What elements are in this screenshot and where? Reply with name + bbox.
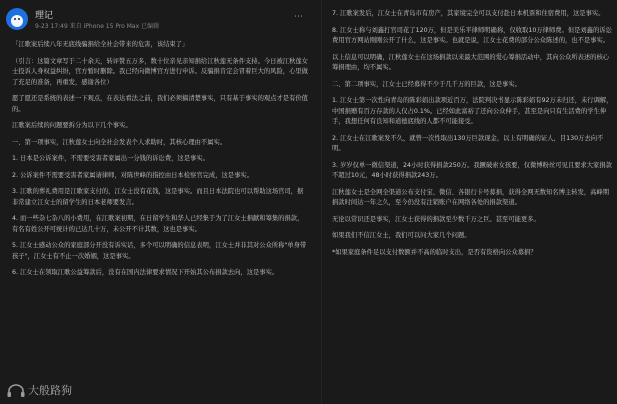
watermark — [6, 382, 116, 400]
post-paragraph: 愿了愿还是系统的表述一下观点，在表达看法之前，我们必须搞清楚事实，只有基于事实的观点才是有价值的。 — [12, 95, 308, 113]
post-paragraph: 2. 公诉案件不需要受害者家属请律师，对陈世峰的指控由日本检察官完成，这是事实。 — [12, 171, 253, 179]
watermark-text: 大般路狗 — [28, 384, 72, 397]
post-paragraph: 7. 江歌案发后，江女士在青岛市有房产，其家境完全可以支付赴日本机票和住宿费用，这是事实。 — [332, 10, 605, 17]
post-paragraph: 2. 江女士在江歌案发不久，就曾一次性取出130万巨款现金，以上有明确的证人，目130万去向不明。 — [332, 134, 604, 152]
post-paragraph: 「江歌案后续八年无底线骗捐给全社会带来的危害，该结束了」 — [12, 41, 189, 48]
post-paragraph: 5. 江女士感动公众的家庭部分开没有诉实话，多个可以明确的信息表明，江女士并非其对公众所称"单身带孩子"，江女士有不止一次婚姻，这是事实。 — [12, 242, 307, 260]
post-paragraph: *如果家庭条件足以支付数额并不高的临时支出，是否有资格向公众募捐？ — [332, 248, 537, 256]
author-name[interactable]: 理记 — [35, 11, 54, 21]
post-body-right — [332, 9, 613, 264]
post-right-column — [326, 0, 617, 404]
headphone-icon — [6, 384, 28, 398]
post-paragraph: （引言：这篇文章写于二十余天，转评赞五万多，数十位亲见亲知捐给江秋莲无条件支持。今日被江秋莲女士投诉人身权益纠纷，官方暂时删除。我已经向微博官方进行申诉。反骗捐肯定会冒着巨大的风险，心里做了充足的准备，再重发，感谢各位） — [12, 57, 308, 86]
post-paragraph: 8. 江女士称与刘鑫打官司花了120万，但是美乐平律师明确称，仅收取10万律师费。但是刘鑫的诉讼费用官方网站刚刚公开了什么，这是事实。也就是说，江女士花费的部分公众陈述的，也不是事实。 — [332, 26, 612, 44]
column-divider — [321, 0, 322, 404]
post-paragraph: 3. 江歌的葬礼费用是江歌家支付的，江女士没有花钱，这是事实。而且日本法院也可以帮助这场官司，据非常建立江女士的留学生的日本老师要发言。 — [12, 188, 304, 206]
more-options-icon[interactable]: ⋯ — [294, 12, 304, 22]
post-paragraph: 一、第一项事实，江秋莲女士向全社会发表个人求助时，其核心理由不属实。 — [12, 138, 227, 146]
post-paragraph: 二、第二项事实，江女士已经募得不少于几千万的巨款，这是事实。 — [332, 80, 521, 88]
post-paragraph: 江秋莲女士是全网全渠道公布支付宝、微信、各银行卡号募捐，获得全网无数知名博主转发，高峰期捐款时间达一年之久，至今仍没有注销账户在网络各处的捐款渠道。 — [332, 188, 610, 206]
post-paragraph: 如果我们不信江女士，我们可以问大家几个问题。 — [332, 232, 471, 239]
post-paragraph: 3. 岁岁仅单一微信渠道，24小时获得捐款250万。我撅破索女孩要，仅微博粉丝可见且要求大家捐款不超过10元，48小时获得捐款243万。 — [332, 161, 612, 179]
post-paragraph: 以上信息可以明确，江秋莲女士在这场捐款以来最大范围的爱心筹捐活动中，其向公众所表述的核心筹捐理由，均不属实。 — [332, 53, 610, 71]
post-paragraph: 江歌案后续的问题要拆分为以下几个事实。 — [12, 122, 132, 129]
post-paragraph: 1. 日本是公诉案件，不需要受害者家属出一分钱的诉讼费，这是事实。 — [12, 155, 209, 162]
post-paragraph: 1. 江女士第一次性向青岛的陈彩娟出款项近百万，法院判决书显示陈彩娟有92万未归还，未行调解，中国捐赠有百万存款的人仅占0.1%。已经如此富裕了还向公众伸手，甚至是向只有生活费的学生伸手，我想任何有良知和道德底线的人都不可能接受。 — [332, 97, 613, 125]
post-header — [6, 6, 306, 34]
avatar-face — [11, 15, 23, 27]
post-paragraph: 6. 江女士在领取江歌公益筹款后，没有在国内法律要求情况下开始其公布捐款去向，这是事实。 — [12, 269, 279, 276]
post-paragraph: 4. 而一些杂七杂八的小费用，在江歌案初期，在日留学生和华人已经集于为了江女士捐献和筹集的捐款，有名有姓公开可统计的已达几十万，未公开不计其数，这也是事实。 — [12, 215, 304, 233]
post-body-left — [12, 40, 309, 285]
post-paragraph: 无论以常识还是事实，江女士获得的捐款至少数千万之巨。甚至可能更多。 — [332, 215, 540, 223]
avatar[interactable] — [6, 8, 28, 30]
post-meta: 9-23 17:49 来自 iPhone 15 Pro Max 已编辑 — [35, 23, 160, 30]
